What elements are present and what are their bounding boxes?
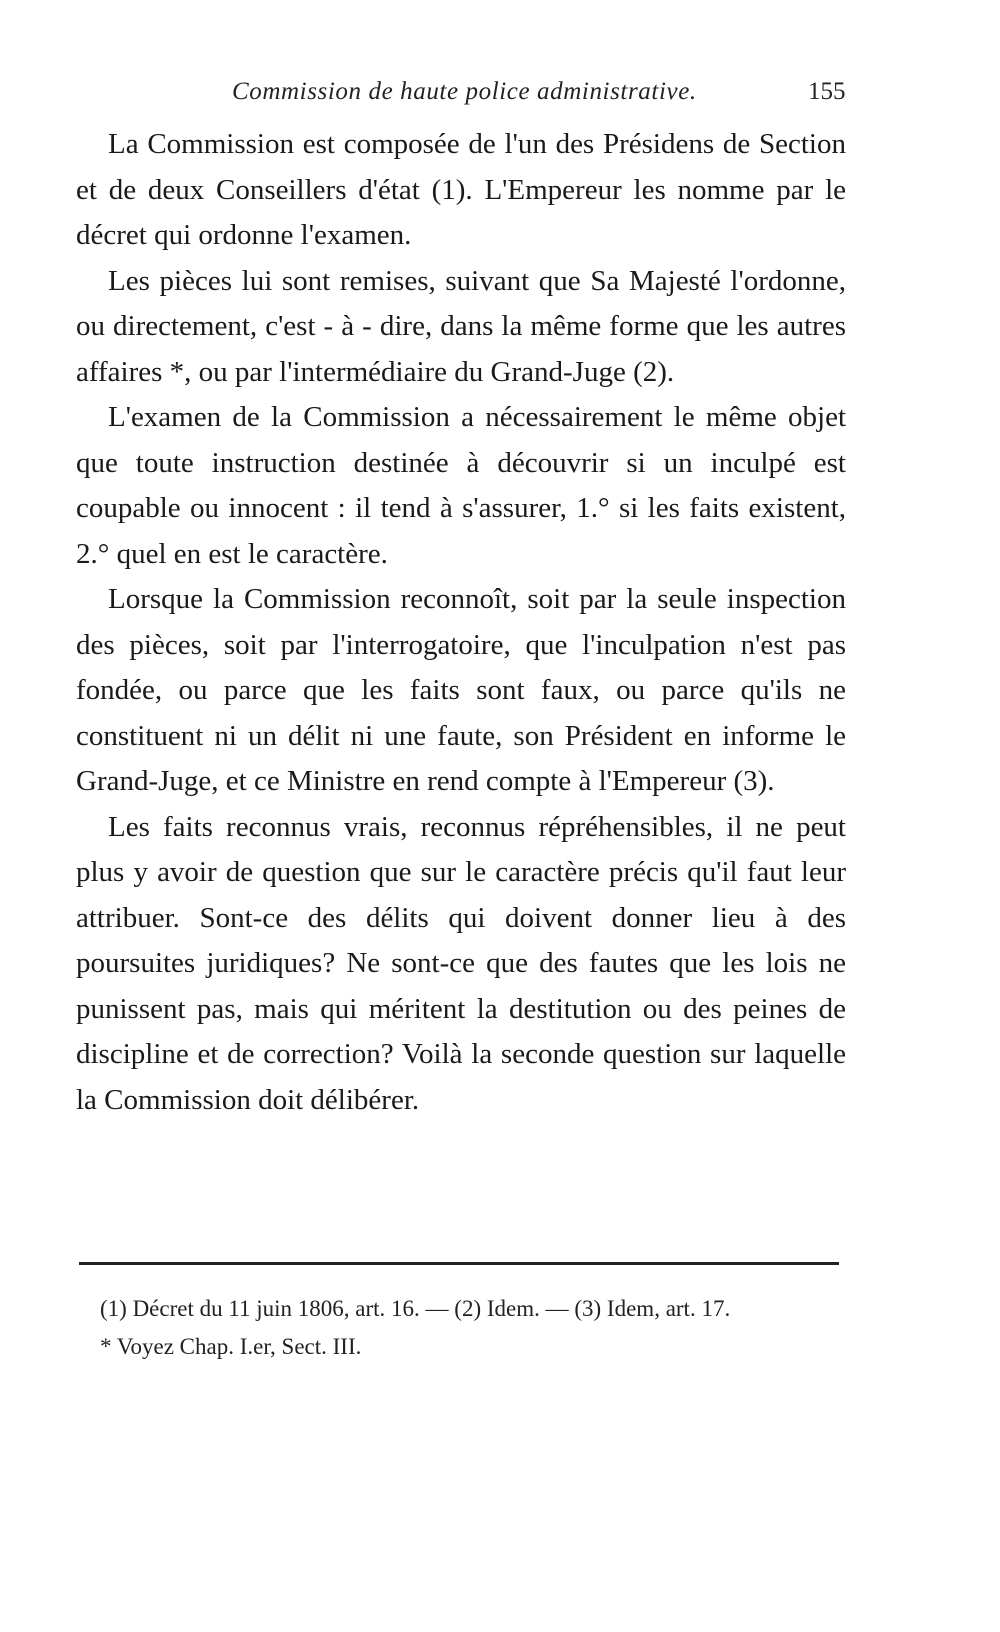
- body-text: [76, 122, 846, 1123]
- footnotes: [100, 1290, 860, 1366]
- footnote-voyez: * Voyez Chap. I.er, Sect. III.: [100, 1334, 362, 1359]
- running-title: Commission de haute police administrative.: [232, 78, 697, 105]
- paragraph-faits-reconnus: Les faits reconnus vrais, reconnus répréhensibles, il ne peut plus y avoir de question que sur le caractère précis qu'il faut leur attribuer. Sont-ce des délits qui doivent donner lieu à des poursuites juridiques? Ne sont-ce que des fautes que les lois ne punissent pas, mais qui méritent la destitution ou des peines de discipline et de correction? Voilà la seconde question sur laquelle la Commission doit délibérer.: [76, 810, 846, 1116]
- paragraph-inculpation-non-fondee: Lorsque la Commission reconnoît, soit par la seule inspection des pièces, soit par l'interrogatoire, que l'inculpation n'est pas fondée, ou parce que les faits sont faux, ou parce qu'ils ne constituent ni un délit ni une faute, son Président en informe le Grand-Juge, et ce Ministre en rend compte à l'Empereur (3).: [76, 583, 846, 797]
- footnote-rule: [79, 1262, 839, 1265]
- running-head: [0, 78, 1000, 118]
- footnote-decret: (1) Décret du 11 juin 1806, art. 16. — (2) Idem. — (3) Idem, art. 17.: [100, 1296, 731, 1321]
- page-number: 155: [808, 78, 846, 105]
- paragraph-commission-composition: La Commission est composée de l'un des Présidens de Section et de deux Conseillers d'état (1). L'Empereur les nomme par le décret qui ordonne l'examen.: [76, 128, 846, 251]
- paragraph-pieces-remises: Les pièces lui sont remises, suivant que Sa Majesté l'ordonne, ou directement, c'est - à - dire, dans la même forme que les autres affaires *, ou par l'intermédiaire du Grand-Juge (2).: [76, 264, 846, 388]
- paragraph-examen-objet: L'examen de la Commission a nécessairement le même objet que toute instruction destinée à découvrir si un inculpé est coupable ou innocent : il tend à s'assurer, 1.° si les faits existent, 2.° quel en est le caractère.: [76, 401, 846, 570]
